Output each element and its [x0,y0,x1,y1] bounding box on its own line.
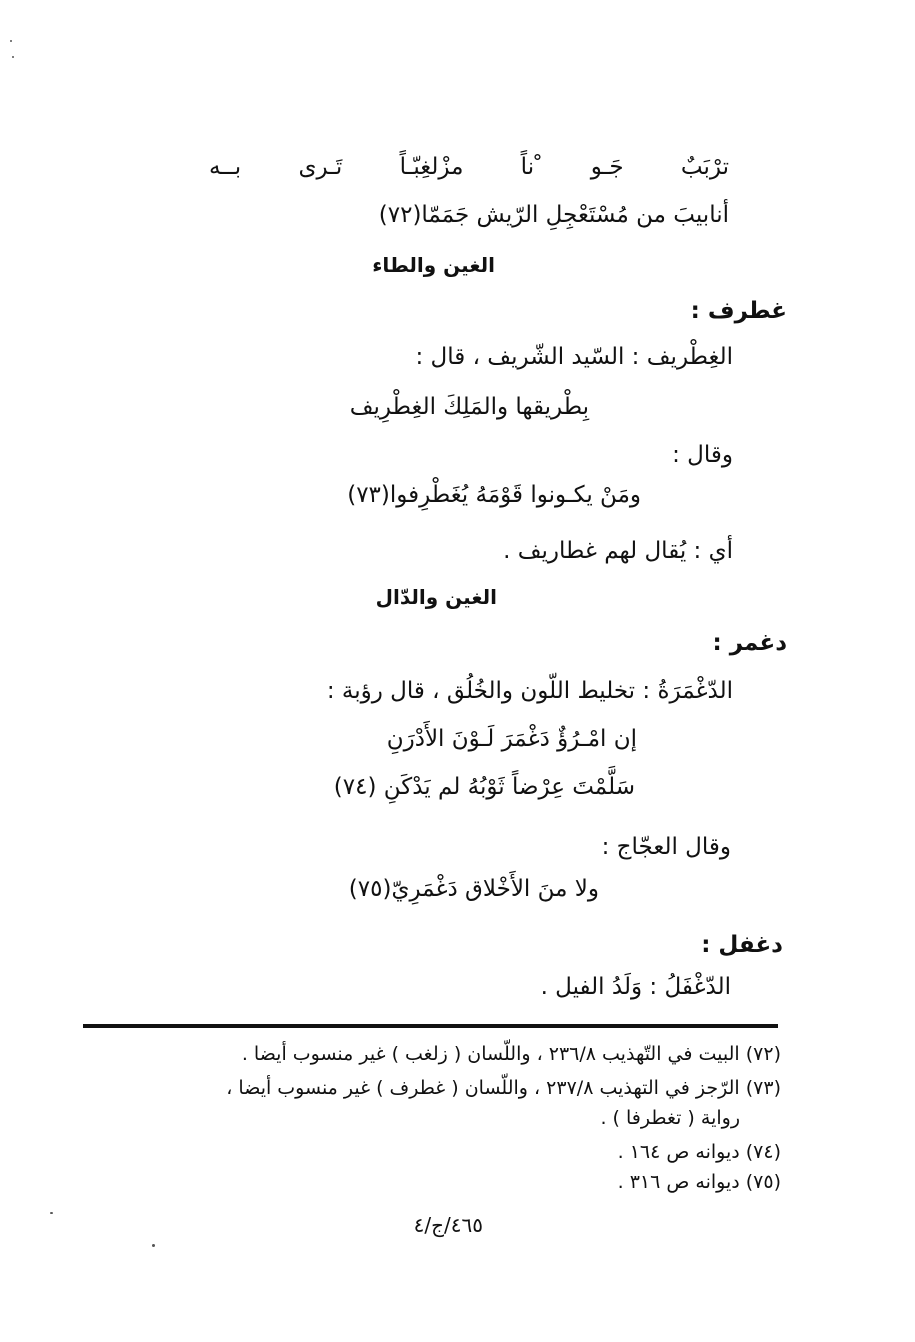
wa-qala-1: وقال : [672,442,733,468]
scan-speck [152,1244,155,1247]
verse-line-6: سَلَّمْتَ عِرْضاً ثَوْبُهُ لم يَدْكَنِ (٧٤) [333,774,635,800]
footnote-73-continued: رواية ( تغطرفا ) . [600,1107,740,1129]
footnote-74: (٧٤) ديوانه ص ١٦٤ . [617,1141,781,1163]
entry-heading-daghfal: دغفل : [701,932,783,958]
entry-heading-daghmar: دغمر : [712,630,787,656]
verse-line-3: بِطْريقها والمَلِكَ الغِطْرِيف [349,394,589,420]
definition-daghfal: الدّغْفَلُ : وَلَدُ الفيل . [540,974,731,1000]
footnote-72: (٧٢) البيت في التّهذيب ٢٣٦/٨ ، واللّسان ( زلغب ) غير منسوب أيضا . [241,1043,781,1065]
explanation-ghatarif: أي : يُقال لهم غطاريف . [503,538,733,564]
verse-line-4: ومَنْ يكـونوا قَوْمَهُ يُغَطْرِفوا(٧٣) [347,482,641,508]
verse-line-1: ترْبَبٌ جَـو ْناً مزْلغِبّـاً تَـرى بــه [209,154,729,180]
scan-speck [12,56,14,58]
entry-heading-ghatraf: غطرف : [690,298,787,324]
scan-speck [50,1212,53,1214]
footnote-73: (٧٣) الرّجز في التهذيب ٢٣٧/٨ ، واللّسان ( غطرف ) غير منسوب أيضا ، [226,1077,781,1099]
verse-line-7: ولا منَ الأَخْلاق دَغْمَرِيّ(٧٥) [348,876,599,902]
footnote-separator [83,1024,778,1028]
definition-ghitrif: الغِطْريف : السّيد الشّريف ، قال : [415,344,733,370]
page-number: ٤٦٥/ج/٤ [413,1213,483,1237]
section-heading-ghayn-dal: الغين والدّال [375,585,497,609]
definition-daghmara: الدّغْمَرَةُ : تخليط اللّون والخُلُق ، قال رؤبة : [326,678,733,704]
footnote-75: (٧٥) ديوانه ص ٣١٦ . [617,1171,781,1193]
verse-line-5: إن امْـرُؤٌ دَغْمَرَ لَـوْنَ الأَدْرَنِ [386,726,637,752]
scan-speck [10,40,12,42]
verse-line-2: أنابيبَ من مُسْتَعْجِلِ الرّيش جَمَمّا(٧٢) [378,202,729,228]
wa-qala-ajjaj: وقال العجّاج : [601,834,731,860]
section-heading-ghayn-taa: الغين والطاء [372,253,495,277]
